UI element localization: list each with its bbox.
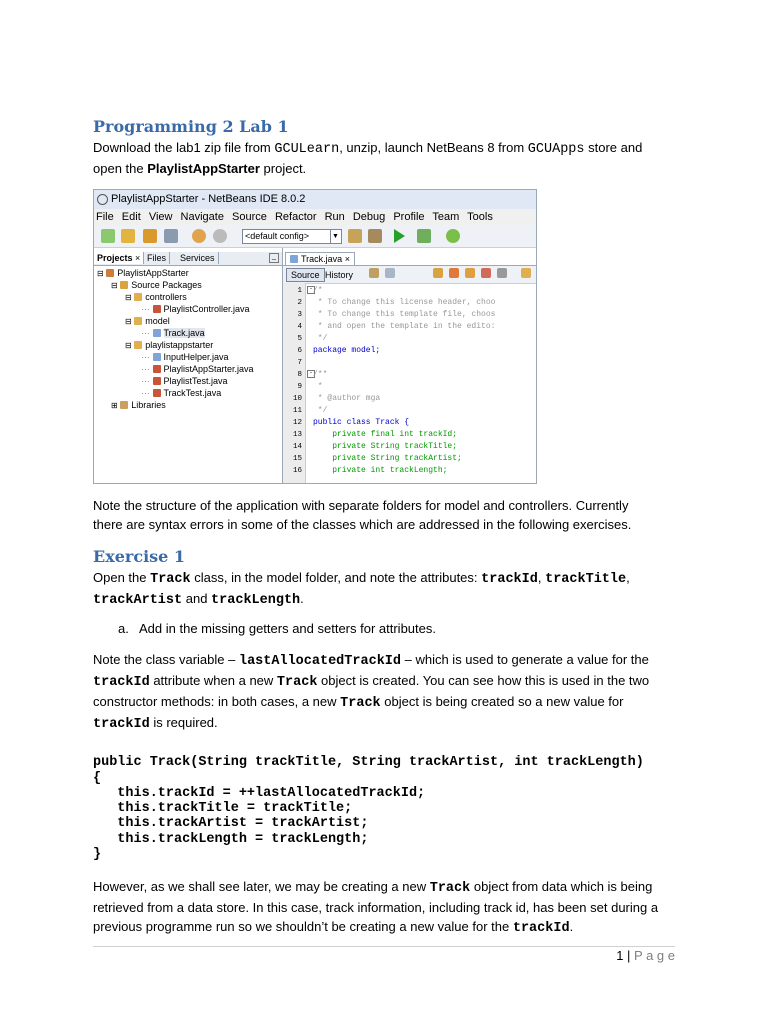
page-title: Programming 2 Lab 1: [93, 117, 289, 136]
text: class, in the model folder, and note the attributes:: [190, 570, 482, 585]
editor-tab-track[interactable]: [285, 252, 355, 265]
java-file-error-icon: [153, 377, 161, 385]
line-number: 2: [297, 299, 302, 307]
tree-connector: ···: [141, 364, 150, 374]
intro-text: open the: [93, 161, 148, 176]
code-tracklength: trackLength: [211, 593, 301, 608]
debug-icon[interactable]: [417, 229, 431, 243]
project-icon: [106, 269, 114, 277]
line-number: 9: [297, 383, 302, 391]
netbeans-icon: [97, 194, 108, 205]
code-line: public Track(String trackTitle, String trackArtist, int trackLength): [93, 755, 644, 771]
tree-label: PlaylistAppStarter.java: [163, 364, 254, 374]
editor-pane: [283, 248, 536, 483]
undo-icon[interactable]: [192, 229, 206, 243]
tree-node[interactable]: [141, 303, 250, 315]
find-prev-icon[interactable]: [449, 268, 459, 278]
collapse-icon[interactable]: ⊟: [111, 281, 118, 290]
code-line: private final int trackId;: [313, 430, 458, 439]
code-line: * To change this license header, choo: [313, 298, 496, 307]
code-line: /**: [313, 370, 328, 379]
tab-label: Files: [147, 253, 167, 263]
ide-window-title: PlaylistAppStarter - NetBeans IDE 8.0.2: [111, 193, 306, 205]
tab-label: Services: [180, 253, 215, 263]
menu-navigate[interactable]: Navigate: [180, 211, 224, 223]
page-number: 1: [616, 948, 624, 963]
menu-team[interactable]: Team: [432, 211, 460, 223]
code-trackid: trackId: [93, 675, 150, 690]
code-line: {: [93, 770, 102, 786]
run-icon[interactable]: [394, 229, 405, 243]
code-track: Track: [429, 881, 471, 896]
menu-tools[interactable]: Tools: [467, 211, 493, 223]
tree-node[interactable]: [141, 375, 228, 387]
footer-divider: [93, 946, 675, 947]
list-item: [118, 619, 436, 638]
tree-label: model: [145, 316, 170, 326]
project-name: PlaylistAppStarter: [147, 161, 260, 176]
clean-build-icon[interactable]: [368, 229, 382, 243]
code-line: this.trackArtist = trackArtist;: [93, 816, 369, 832]
line-number: 8: [297, 371, 302, 379]
exercise-intro: [93, 568, 693, 610]
java-file-error-icon: [153, 389, 161, 397]
tree-label: TrackTest.java: [163, 388, 222, 398]
footer-separator: |: [623, 948, 635, 963]
menu-edit[interactable]: Edit: [121, 211, 141, 223]
find-icon[interactable]: [433, 268, 443, 278]
fold-icon[interactable]: -: [307, 286, 315, 294]
menu-source[interactable]: Source: [232, 211, 267, 223]
line-number: 7: [297, 359, 302, 367]
text: constructor methods: in both cases, a new: [93, 694, 341, 709]
menu-refactor[interactable]: Refactor: [274, 211, 317, 223]
netbeans-screenshot: [93, 189, 537, 484]
tree-label: PlaylistAppStarter: [117, 268, 189, 278]
code-line: * To change this template file, choos: [313, 310, 496, 319]
java-file-icon: [290, 255, 298, 263]
code-line: */: [313, 334, 328, 343]
line-number: 15: [292, 455, 302, 463]
menu-run[interactable]: Run: [324, 211, 345, 223]
code-line: *: [313, 382, 323, 391]
tab-files[interactable]: [144, 252, 170, 264]
tab-label: Projects: [97, 253, 133, 263]
tree-node[interactable]: [141, 363, 254, 375]
line-number: 12: [292, 419, 302, 427]
toggle-highlight-icon[interactable]: [481, 268, 491, 278]
java-file-icon: [153, 353, 161, 361]
line-number: 13: [292, 431, 302, 439]
code-line: this.trackTitle = trackTitle;: [93, 801, 353, 817]
intro-text: store and: [584, 140, 643, 155]
text: ,: [537, 570, 546, 585]
tree-connector: ···: [141, 376, 150, 386]
ide-toolbar: [94, 225, 536, 248]
java-file-icon: [153, 329, 161, 337]
save-all-icon[interactable]: [164, 229, 178, 243]
code-line: this.trackLength = trackLength;: [93, 831, 369, 847]
code-line: * @author mga: [313, 394, 381, 403]
tree-connector: ···: [141, 352, 150, 362]
code-track: Track: [340, 696, 381, 711]
text: ,: [626, 570, 630, 585]
tree-node[interactable]: [141, 387, 221, 399]
code-trackartist: trackArtist: [93, 593, 183, 608]
package-icon: [134, 341, 142, 349]
editor-toolbar: [283, 265, 536, 284]
tree-connector: ···: [141, 328, 150, 338]
constructor-code-block: [93, 740, 644, 878]
page-footer: [616, 948, 675, 963]
source-button[interactable]: Source: [286, 268, 325, 282]
intro-text: , unzip, launch NetBeans 8 from: [339, 140, 528, 155]
tree-node[interactable]: [111, 399, 166, 412]
minimize-icon[interactable]: _: [269, 253, 279, 263]
gculearn-code: GCULearn: [274, 142, 340, 157]
menu-file[interactable]: File: [96, 211, 114, 223]
tree-label: controllers: [145, 292, 187, 302]
text: and: [182, 591, 212, 606]
java-file-error-icon: [153, 365, 161, 373]
new-project-icon[interactable]: [121, 229, 135, 243]
line-number: 1: [297, 287, 302, 295]
tab-services[interactable]: [177, 252, 219, 264]
text: object from data which is being: [470, 879, 653, 894]
text: – which is used to generate a value for the: [401, 652, 649, 667]
line-number: 16: [292, 467, 302, 475]
code-track: Track: [276, 675, 318, 690]
projects-pane: [94, 248, 283, 483]
menu-view[interactable]: View: [148, 211, 173, 223]
intro-paragraph: [93, 138, 693, 178]
text: Open the: [93, 570, 151, 585]
profile-icon[interactable]: [446, 229, 460, 243]
package-folder-icon: [120, 281, 128, 289]
tree-label: playlistappstarter: [145, 340, 214, 350]
history-button[interactable]: History: [325, 270, 354, 280]
tree-label: PlaylistTest.java: [163, 376, 228, 386]
open-project-icon[interactable]: [143, 229, 157, 243]
menu-profile[interactable]: Profile: [393, 211, 425, 223]
ide-titlebar: [94, 190, 536, 209]
line-number: 4: [297, 323, 302, 331]
class-variable-note: [93, 650, 703, 734]
code-track: Track: [150, 572, 191, 587]
find-next-icon[interactable]: [465, 268, 475, 278]
collapse-icon[interactable]: ⊟: [125, 293, 132, 302]
line-number: 11: [292, 407, 302, 415]
collapse-icon[interactable]: ⊟: [125, 341, 132, 350]
back-icon[interactable]: [369, 268, 379, 278]
list-item-text: Add in the missing getters and setters for attributes.: [139, 621, 436, 636]
close-icon[interactable]: ×: [135, 253, 141, 263]
text: object is created. You can see how this is used in the two: [317, 673, 650, 688]
code-line: * and open the template in the edito:: [313, 322, 496, 331]
code-line: package model;: [313, 346, 381, 355]
code-trackid: trackId: [481, 572, 538, 587]
code-line: this.trackId = ++lastAllocatedTrackId;: [93, 785, 426, 801]
text: Note the class variable –: [93, 652, 239, 667]
line-number: 5: [297, 335, 302, 343]
code-line: public class Track {: [313, 418, 410, 427]
forward-icon[interactable]: [385, 268, 395, 278]
code-line: */: [313, 406, 328, 415]
config-dropdown[interactable]: [242, 229, 342, 244]
editor-tab-label: Track.java: [301, 254, 343, 264]
code-line: }: [93, 847, 102, 863]
ide-menubar: [94, 209, 537, 225]
expand-icon[interactable]: ⊞: [111, 401, 118, 410]
code-lastallocatedtrackid: lastAllocatedTrackId: [238, 654, 401, 669]
text: retrieved from a data store. In this case, track information, including track id, has been set during a: [93, 900, 659, 915]
code-trackid: trackId: [512, 921, 570, 936]
tree-label: Libraries: [131, 400, 166, 410]
gcuapps-code: GCUApps: [527, 142, 585, 157]
collapse-icon[interactable]: ⊟: [97, 269, 104, 278]
package-icon: [134, 293, 142, 301]
text: However, as we shall see later, we may be creating a new: [93, 879, 430, 894]
code-tracktitle: trackTitle: [545, 572, 627, 587]
exercise-heading: Exercise 1: [93, 547, 186, 566]
config-value: <default config>: [245, 231, 310, 241]
close-icon[interactable]: ×: [344, 254, 350, 264]
toggle-rect-icon[interactable]: [497, 268, 507, 278]
intro-text: project.: [259, 161, 307, 176]
chevron-down-icon: ▼: [330, 230, 340, 243]
tree-connector: ···: [141, 304, 150, 314]
code-line: private String trackArtist;: [313, 454, 462, 463]
build-icon[interactable]: [348, 229, 362, 243]
fold-icon[interactable]: -: [307, 370, 315, 378]
data-store-note: [93, 877, 703, 938]
tab-projects[interactable]: [94, 252, 144, 264]
note-line: Note the structure of the application with separate folders for model and controllers. Currently: [93, 498, 629, 513]
page-word: P a g e: [634, 948, 675, 963]
structure-note: [93, 496, 693, 534]
intro-text: Download the lab1 zip file from: [93, 140, 275, 155]
text: .: [300, 591, 304, 606]
line-number: 14: [292, 443, 302, 451]
text: is required.: [149, 715, 218, 730]
code-editor[interactable]: [283, 283, 536, 483]
text: previous programme run so we shouldn’t be creating a new value for the: [93, 919, 513, 934]
tree-label: Source Packages: [131, 280, 202, 290]
tree-connector: ···: [141, 388, 150, 398]
line-number: 3: [297, 311, 302, 319]
libraries-icon: [120, 401, 128, 409]
tree-node[interactable]: [141, 351, 229, 363]
list-marker: a.: [118, 621, 129, 636]
java-file-error-icon: [153, 305, 161, 313]
shift-left-icon[interactable]: [521, 268, 531, 278]
new-file-icon[interactable]: [101, 229, 115, 243]
code-line: private int trackLength;: [313, 466, 448, 475]
line-number: 6: [297, 347, 302, 355]
collapse-icon[interactable]: ⊟: [125, 317, 132, 326]
redo-icon[interactable]: [213, 229, 227, 243]
text: object is being created so a new value for: [380, 694, 624, 709]
tree-label: InputHelper.java: [163, 352, 229, 362]
text: attribute when a new: [149, 673, 277, 688]
code-line: /*: [313, 286, 323, 295]
tree-node[interactable]: [141, 327, 205, 339]
projects-tabs: [94, 252, 282, 266]
line-number: 10: [292, 395, 302, 403]
code-trackid: trackId: [93, 717, 150, 732]
menu-debug[interactable]: Debug: [352, 211, 386, 223]
tree-label: PlaylistController.java: [163, 304, 250, 314]
code-line: private String trackTitle;: [313, 442, 458, 451]
text: .: [569, 919, 574, 934]
package-icon: [134, 317, 142, 325]
tree-label-selected: Track.java: [163, 328, 205, 338]
note-line: there are syntax errors in some of the classes which are addressed in the following exercises.: [93, 517, 632, 532]
